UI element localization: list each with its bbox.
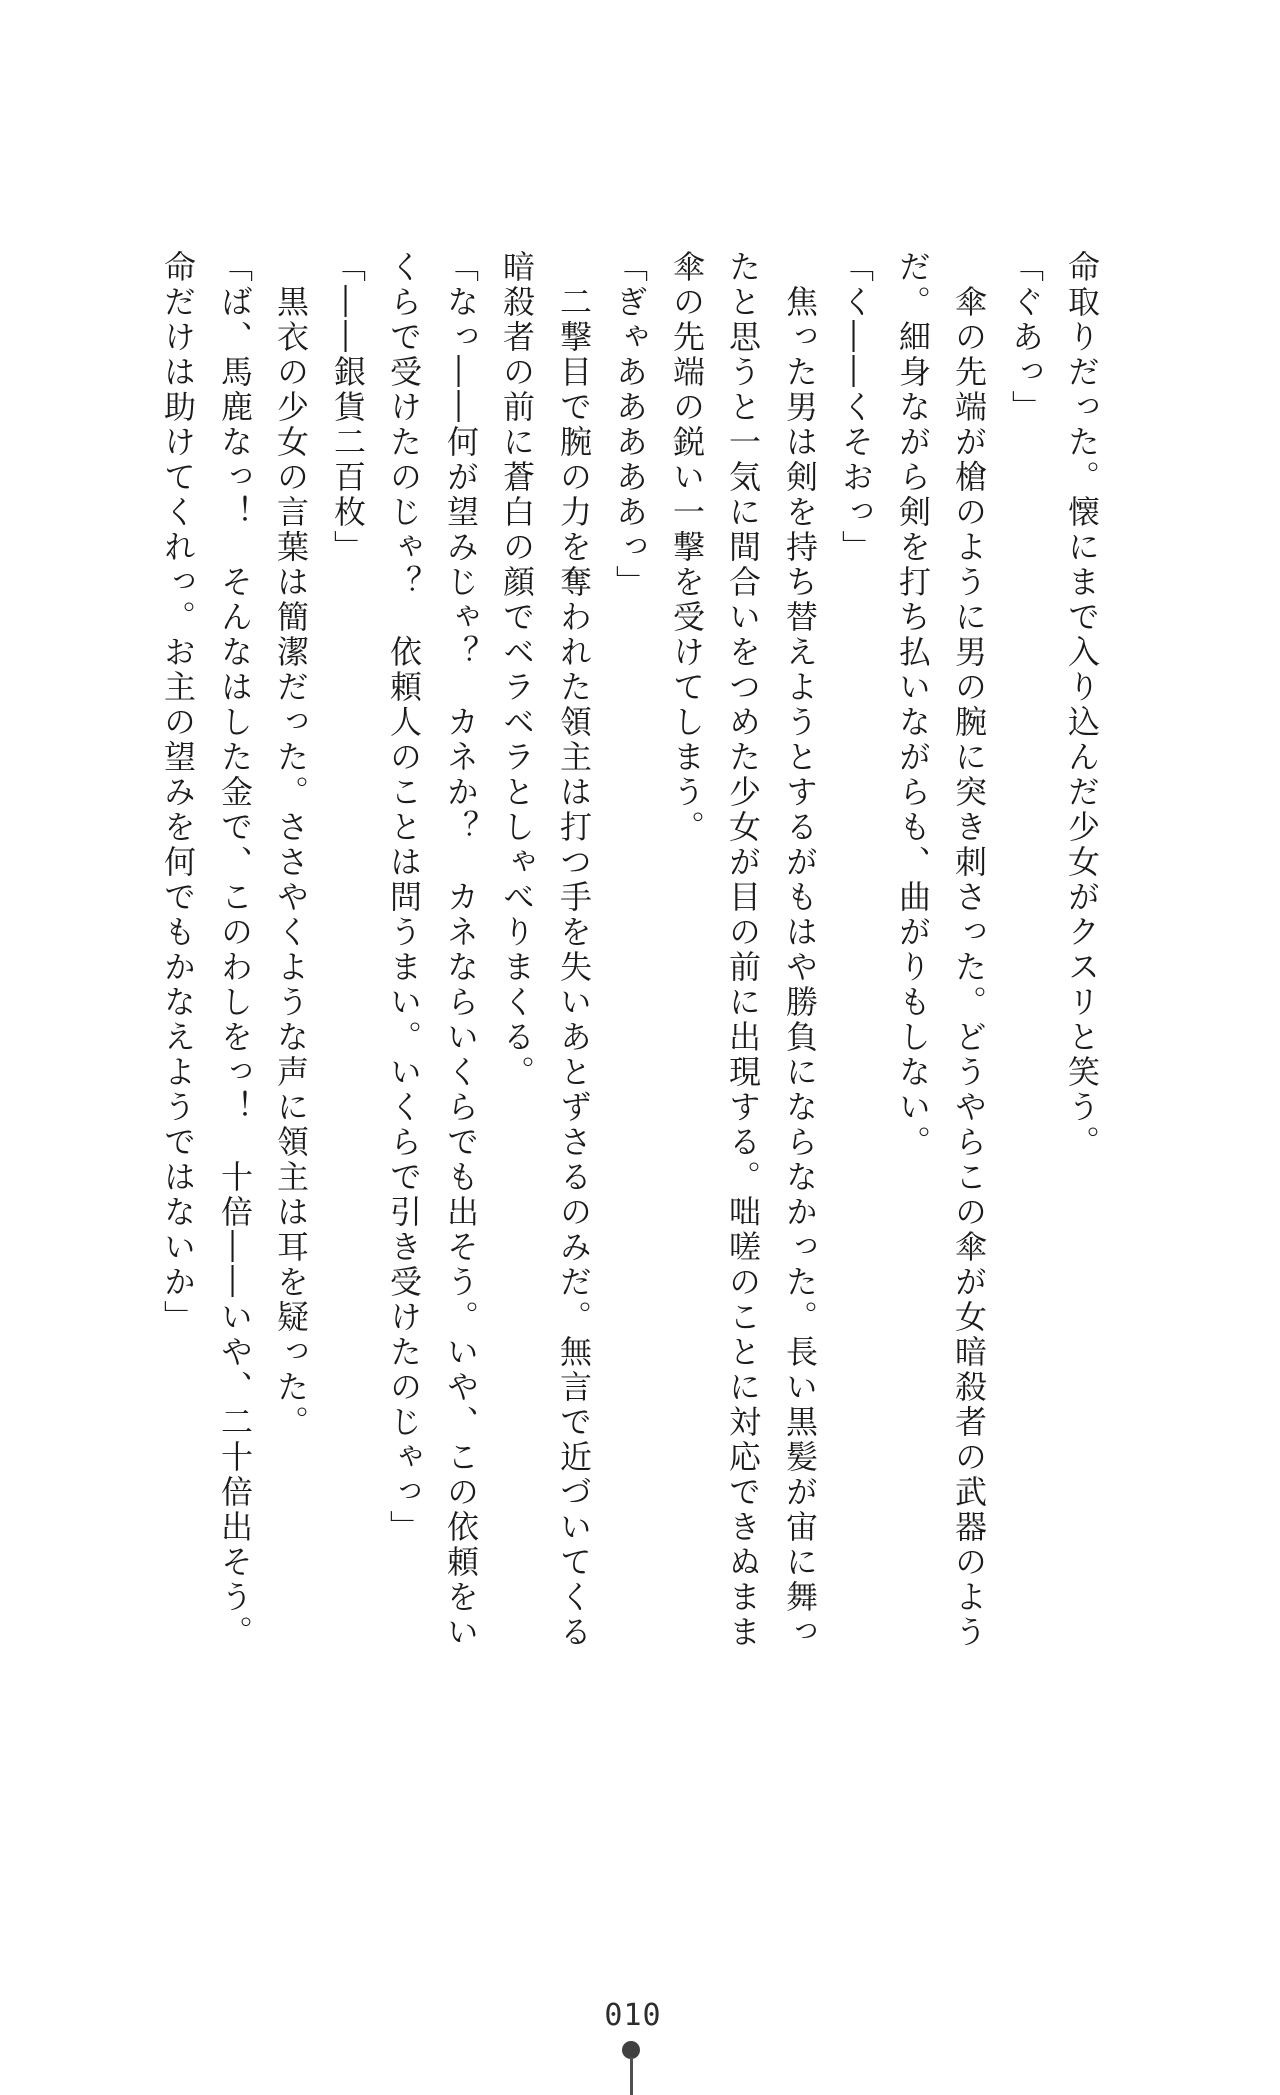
text-column: たと思うと一気に間合いをつめた少女が目の前に出現する。咄嗟のことに対応できぬまま — [724, 250, 762, 1650]
marker-stem-line — [630, 2057, 633, 2095]
text-column: 「――銀貨二百枚」 — [329, 250, 367, 565]
text-column: だ。細身ながら剣を打ち払いながらも、曲がりもしない。 — [894, 250, 932, 1160]
page-number: 010 — [604, 1998, 662, 2033]
text-column: 命取りだった。懐にまで入り込んだ少女がクスリと笑う。 — [1063, 250, 1101, 1160]
text-column: 「ば、馬鹿なっ！ そんなはした金で、このわしをっ！ 十倍――いや、二十倍出そう。 — [216, 250, 254, 1650]
text-column: 「なっ――何が望みじゃ？ カネか？ カネならいくらでも出そう。いや、この依頼をい — [442, 250, 480, 1650]
text-column: 黒衣の少女の言葉は簡潔だった。ささやくような声に領主は耳を疑った。 — [272, 285, 310, 1440]
text-column: 暗殺者の前に蒼白の顔でベラベラとしゃべりまくる。 — [498, 250, 536, 1090]
page-bottom-marker — [600, 2040, 664, 2095]
text-column: 命だけは助けてくれっ。お主の望みを何でもかなえようではないか」 — [159, 250, 197, 1335]
text-column: 傘の先端の鋭い一撃を受けてしまう。 — [668, 250, 706, 845]
text-column: 二撃目で腕の力を奪われた領主は打つ手を失いあとずさるのみだ。無言で近づいてくる — [555, 285, 593, 1650]
text-column: 焦った男は剣を持ち替えようとするがもはや勝負にならなかった。長い黒髪が宙に舞っ — [781, 285, 819, 1650]
text-column: 「ぐあっ」 — [1007, 250, 1045, 425]
text-column: 「ぎゃあああああっ」 — [611, 250, 649, 600]
text-column: 傘の先端が槍のように男の腕に突き刺さった。どうやらこの傘が女暗殺者の武器のよう — [950, 285, 988, 1650]
text-column: 「く――くそおっ」 — [837, 250, 875, 565]
text-column: くらで受けたのじゃ？ 依頼人のことは問うまい。いくらで引き受けたのじゃっ」 — [385, 250, 423, 1545]
